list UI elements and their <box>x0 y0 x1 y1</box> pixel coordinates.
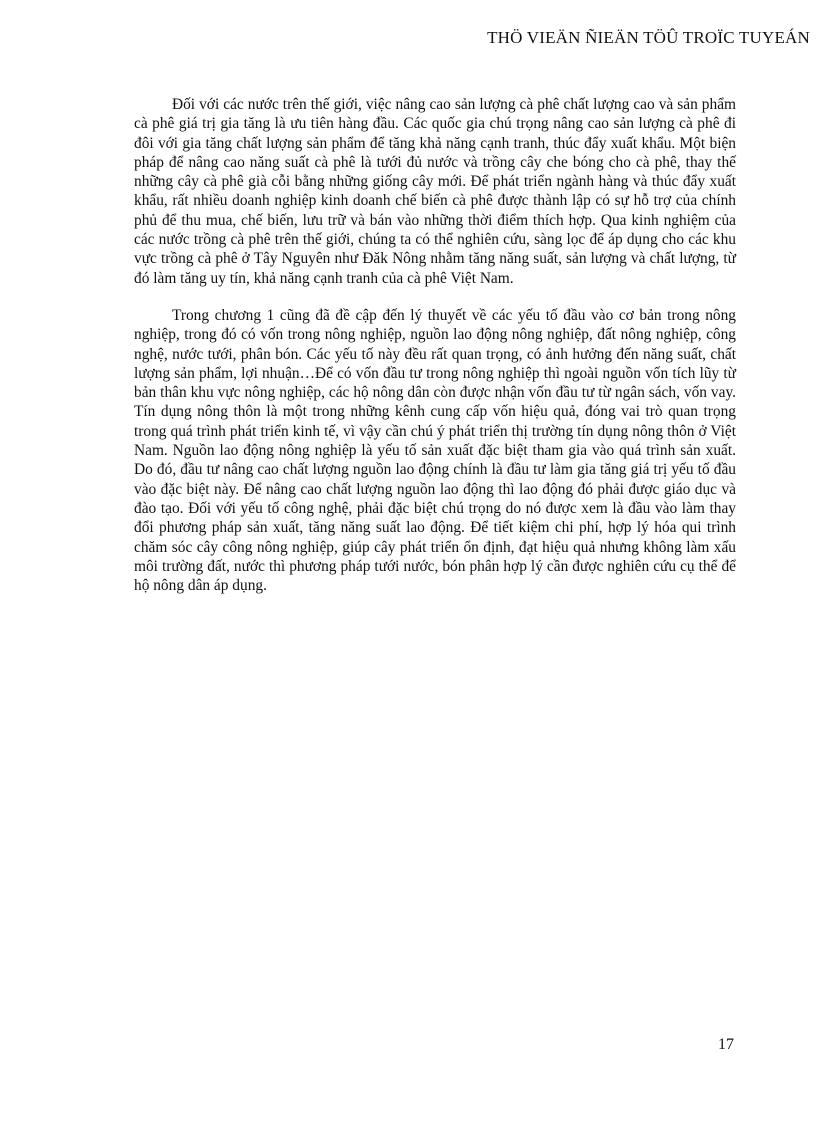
document-body <box>134 95 736 613</box>
body-paragraph-2: Trong chương 1 cũng đã đề cập đến lý thuyết về các yếu tố đầu vào cơ bản trong nông nghiệp, trong đó có vốn trong nông nghiệp, nguồn lao động nông nghiệp, đất nông nghiệp, công nghệ, nước tưới, phân bón. Các yếu tố này đều rất quan trọng, có ảnh hưởng đến năng suất, chất lượng sản phẩm, lợi nhuận…Để có vốn đầu tư trong nông nghiệp thì ngoài nguồn vốn tích lũy từ bản thân khu vực nông nghiệp, các hộ nông dân còn được nhận vốn đầu tư từ ngân sách, vốn vay. Tín dụng nông thôn là một trong những kênh cung cấp vốn hiệu quả, đóng vai trò quan trọng trong quá trình phát triển kinh tế, vì vậy cần chú ý phát triển thị trường tín dụng nông thôn ở Việt Nam. Nguồn lao động nông nghiệp là yếu tố sản xuất đặc biệt tham gia vào quá trình sản xuất. Do đó, đầu tư nâng cao chất lượng nguồn lao động chính là đầu tư làm gia tăng giá trị yếu tố đầu vào đặc biệt này. Để nâng cao chất lượng nguồn lao động thì lao động đó phải được giáo dục và đào tạo. Đối với yếu tố công nghệ, phải đặc biệt chú trọng do nó được xem là đầu vào làm thay đổi phương pháp sản xuất, tăng năng suất lao động. Để tiết kiệm chi phí, hợp lý hóa qui trình chăm sóc cây công nông nghiệp, giúp cây phát triển ổn định, đạt hiệu quả nhưng không làm xấu môi trường đất, nước thì phương pháp tưới nước, bón phân hợp lý cần được nghiên cứu cụ thể để hộ nông dân áp dụng. <box>134 306 736 595</box>
page-header-title: THÖ VIEÄN ÑIEÄN TÖÛ TROÏC TUYEÁN <box>487 28 810 47</box>
body-paragraph-1: Đối với các nước trên thế giới, việc nâng cao sản lượng cà phê chất lượng cao và sản phẩm cà phê giá trị gia tăng là ưu tiên hàng đầu. Các quốc gia chú trọng nâng cao sản lượng cà phê đi đôi với gia tăng chất lượng sản phẩm để tăng khả năng cạnh tranh, thúc đẩy xuất khẩu. Một biện pháp để nâng cao năng suất cà phê là tưới đủ nước và trồng cây che bóng cho cà phê, thay thế những cây cà phê già cỗi bằng những giống cây mới. Để phát triển ngành hàng và thúc đẩy xuất khẩu, rất nhiều doanh nghiệp kinh doanh chế biến cà phê được thành lập có sự hỗ trợ của chính phủ để thu mua, chế biến, lưu trữ và bán vào những thời điểm thích hợp. Qua kinh nghiệm của các nước trồng cà phê trên thế giới, chúng ta có thể nghiên cứu, sàng lọc để áp dụng cho các khu vực trồng cà phê ở Tây Nguyên như Đăk Nông nhằm tăng năng suất, sản lượng và chất lượng, từ đó làm tăng uy tín, khả năng cạnh tranh của cà phê Việt Nam. <box>134 96 736 287</box>
page-number: 17 <box>718 1036 734 1053</box>
